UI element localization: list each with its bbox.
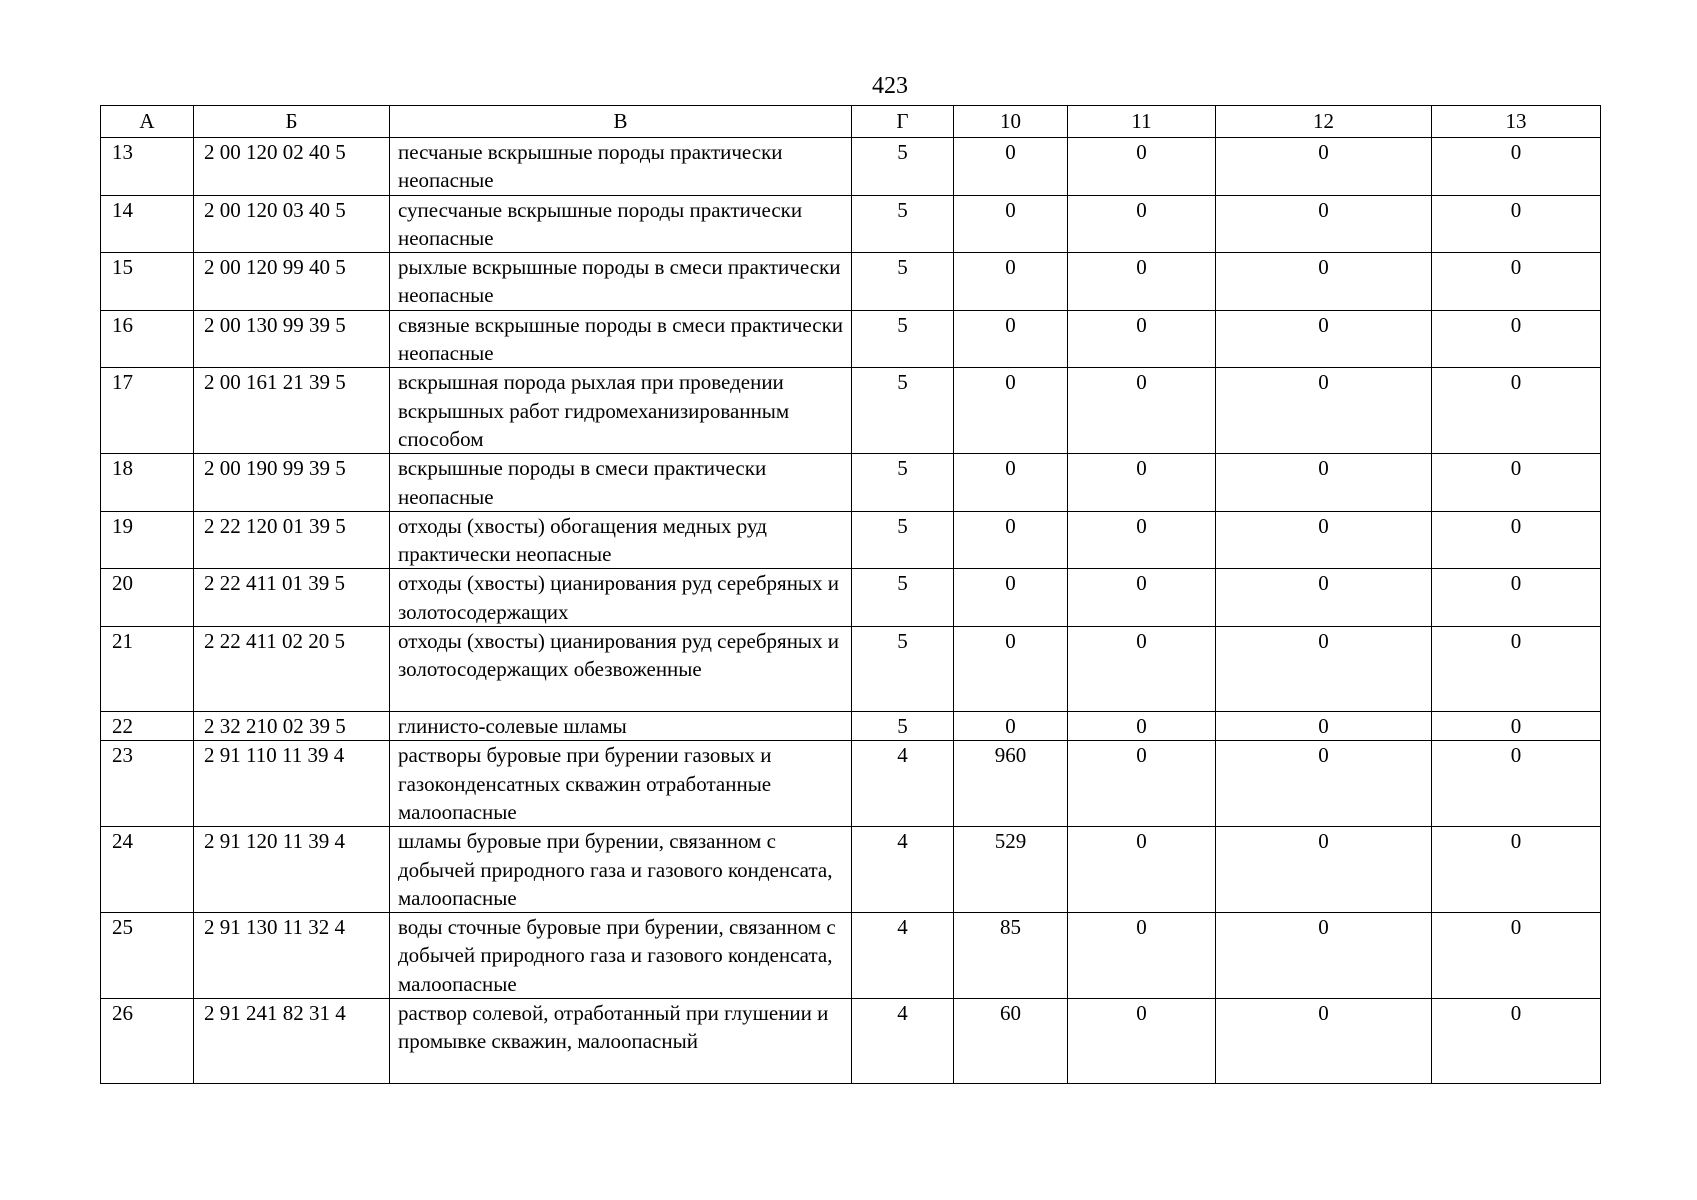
hazard-class-cell: 4	[852, 999, 954, 1084]
value-cell-13: 0	[1432, 827, 1601, 913]
value-cell-10: 0	[954, 310, 1068, 368]
row-number-cell: 25	[101, 913, 194, 999]
value-cell-11: 0	[1068, 712, 1216, 741]
waste-name-cell: воды сточные буровые при бурении, связанном с добычей природного газа и газового конденсата, малоопасные	[390, 913, 852, 999]
waste-name-cell: отходы (хвосты) цианирования руд серебряных и золотосодержащих	[390, 569, 852, 627]
value-cell-13: 0	[1432, 195, 1601, 253]
value-cell-13: 0	[1432, 712, 1601, 741]
value-cell-11: 0	[1068, 310, 1216, 368]
value-cell-10: 0	[954, 712, 1068, 741]
value-cell-13: 0	[1432, 627, 1601, 712]
waste-name-cell: рыхлые вскрышные породы в смеси практически неопасные	[390, 253, 852, 311]
value-cell-12: 0	[1216, 195, 1432, 253]
hazard-class-cell: 5	[852, 454, 954, 512]
waste-code-cell: 2 91 110 11 39 4	[194, 741, 390, 827]
value-cell-13: 0	[1432, 999, 1601, 1084]
value-cell-10: 0	[954, 368, 1068, 454]
waste-name-cell: вскрышная порода рыхлая при проведении вскрышных работ гидромеханизированным способом	[390, 368, 852, 454]
hazard-class-cell: 5	[852, 138, 954, 196]
waste-code-cell: 2 22 411 01 39 5	[194, 569, 390, 627]
table-row	[101, 511, 1601, 569]
waste-name-cell: вскрышные породы в смеси практически неопасные	[390, 454, 852, 512]
waste-code-cell: 2 00 190 99 39 5	[194, 454, 390, 512]
table-row	[101, 827, 1601, 913]
table-row	[101, 913, 1601, 999]
header-cell: В	[390, 106, 852, 138]
table-row	[101, 999, 1601, 1084]
hazard-class-cell: 4	[852, 913, 954, 999]
header-cell: 11	[1068, 106, 1216, 138]
value-cell-13: 0	[1432, 310, 1601, 368]
hazard-class-cell: 5	[852, 712, 954, 741]
waste-code-cell: 2 00 120 99 40 5	[194, 253, 390, 311]
value-cell-10: 60	[954, 999, 1068, 1084]
waste-code-cell: 2 91 130 11 32 4	[194, 913, 390, 999]
hazard-class-cell: 5	[852, 368, 954, 454]
value-cell-13: 0	[1432, 454, 1601, 512]
header-cell: 12	[1216, 106, 1432, 138]
hazard-class-cell: 4	[852, 827, 954, 913]
row-number-cell: 14	[101, 195, 194, 253]
value-cell-13: 0	[1432, 511, 1601, 569]
header-cell: 13	[1432, 106, 1601, 138]
table-row	[101, 253, 1601, 311]
table-row	[101, 712, 1601, 741]
table-row	[101, 368, 1601, 454]
value-cell-12: 0	[1216, 999, 1432, 1084]
row-number-cell: 17	[101, 368, 194, 454]
waste-name-cell: шламы буровые при бурении, связанном с добычей природного газа и газового конденсата, малоопасные	[390, 827, 852, 913]
waste-code-cell: 2 91 120 11 39 4	[194, 827, 390, 913]
waste-name-cell: супесчаные вскрышные породы практически неопасные	[390, 195, 852, 253]
header-cell: Г	[852, 106, 954, 138]
waste-name-cell: отходы (хвосты) цианирования руд серебряных и золотосодержащих обезвоженные	[390, 627, 852, 712]
waste-code-cell: 2 32 210 02 39 5	[194, 712, 390, 741]
header-cell: А	[101, 106, 194, 138]
table-row	[101, 569, 1601, 627]
value-cell-12: 0	[1216, 913, 1432, 999]
row-number-cell: 24	[101, 827, 194, 913]
value-cell-11: 0	[1068, 368, 1216, 454]
value-cell-10: 0	[954, 454, 1068, 512]
table-body	[101, 138, 1601, 1084]
waste-code-cell: 2 22 411 02 20 5	[194, 627, 390, 712]
hazard-class-cell: 5	[852, 310, 954, 368]
waste-name-cell: растворы буровые при бурении газовых и газоконденсатных скважин отработанные малоопасные	[390, 741, 852, 827]
value-cell-12: 0	[1216, 712, 1432, 741]
value-cell-10: 0	[954, 138, 1068, 196]
table-row	[101, 627, 1601, 712]
value-cell-11: 0	[1068, 454, 1216, 512]
header-cell: 10	[954, 106, 1068, 138]
hazard-class-cell: 4	[852, 741, 954, 827]
hazard-class-cell: 5	[852, 569, 954, 627]
value-cell-11: 0	[1068, 999, 1216, 1084]
row-number-cell: 23	[101, 741, 194, 827]
hazard-class-cell: 5	[852, 511, 954, 569]
row-number-cell: 22	[101, 712, 194, 741]
value-cell-10: 85	[954, 913, 1068, 999]
value-cell-10: 529	[954, 827, 1068, 913]
value-cell-11: 0	[1068, 511, 1216, 569]
waste-code-cell: 2 22 120 01 39 5	[194, 511, 390, 569]
waste-name-cell: отходы (хвосты) обогащения медных руд практически неопасные	[390, 511, 852, 569]
value-cell-11: 0	[1068, 913, 1216, 999]
row-number-cell: 15	[101, 253, 194, 311]
value-cell-12: 0	[1216, 138, 1432, 196]
value-cell-12: 0	[1216, 569, 1432, 627]
table-row	[101, 138, 1601, 196]
row-number-cell: 19	[101, 511, 194, 569]
value-cell-11: 0	[1068, 138, 1216, 196]
table-header-row	[101, 106, 1601, 138]
value-cell-13: 0	[1432, 913, 1601, 999]
waste-name-cell: раствор солевой, отработанный при глушении и промывке скважин, малоопасный	[390, 999, 852, 1084]
value-cell-10: 0	[954, 195, 1068, 253]
value-cell-13: 0	[1432, 253, 1601, 311]
value-cell-12: 0	[1216, 253, 1432, 311]
table-row	[101, 741, 1601, 827]
waste-code-cell: 2 00 161 21 39 5	[194, 368, 390, 454]
table-row	[101, 310, 1601, 368]
row-number-cell: 20	[101, 569, 194, 627]
waste-code-cell: 2 91 241 82 31 4	[194, 999, 390, 1084]
value-cell-11: 0	[1068, 741, 1216, 827]
value-cell-10: 960	[954, 741, 1068, 827]
waste-code-cell: 2 00 120 03 40 5	[194, 195, 390, 253]
value-cell-11: 0	[1068, 627, 1216, 712]
value-cell-10: 0	[954, 253, 1068, 311]
value-cell-13: 0	[1432, 741, 1601, 827]
value-cell-12: 0	[1216, 827, 1432, 913]
waste-name-cell: песчаные вскрышные породы практически неопасные	[390, 138, 852, 196]
value-cell-10: 0	[954, 627, 1068, 712]
waste-code-cell: 2 00 130 99 39 5	[194, 310, 390, 368]
page-number: 423	[872, 73, 908, 99]
value-cell-12: 0	[1216, 627, 1432, 712]
row-number-cell: 16	[101, 310, 194, 368]
value-cell-12: 0	[1216, 368, 1432, 454]
value-cell-10: 0	[954, 511, 1068, 569]
value-cell-13: 0	[1432, 138, 1601, 196]
hazard-class-cell: 5	[852, 195, 954, 253]
value-cell-11: 0	[1068, 195, 1216, 253]
value-cell-13: 0	[1432, 368, 1601, 454]
table-row	[101, 454, 1601, 512]
value-cell-11: 0	[1068, 253, 1216, 311]
table-row	[101, 195, 1601, 253]
value-cell-11: 0	[1068, 569, 1216, 627]
hazard-class-cell: 5	[852, 253, 954, 311]
value-cell-12: 0	[1216, 454, 1432, 512]
value-cell-12: 0	[1216, 511, 1432, 569]
waste-name-cell: связные вскрышные породы в смеси практически неопасные	[390, 310, 852, 368]
row-number-cell: 21	[101, 627, 194, 712]
waste-code-cell: 2 00 120 02 40 5	[194, 138, 390, 196]
waste-name-cell: глинисто-солевые шламы	[390, 712, 852, 741]
row-number-cell: 13	[101, 138, 194, 196]
value-cell-10: 0	[954, 569, 1068, 627]
waste-table	[100, 105, 1601, 1084]
row-number-cell: 26	[101, 999, 194, 1084]
hazard-class-cell: 5	[852, 627, 954, 712]
header-cell: Б	[194, 106, 390, 138]
value-cell-11: 0	[1068, 827, 1216, 913]
value-cell-12: 0	[1216, 741, 1432, 827]
row-number-cell: 18	[101, 454, 194, 512]
value-cell-13: 0	[1432, 569, 1601, 627]
value-cell-12: 0	[1216, 310, 1432, 368]
